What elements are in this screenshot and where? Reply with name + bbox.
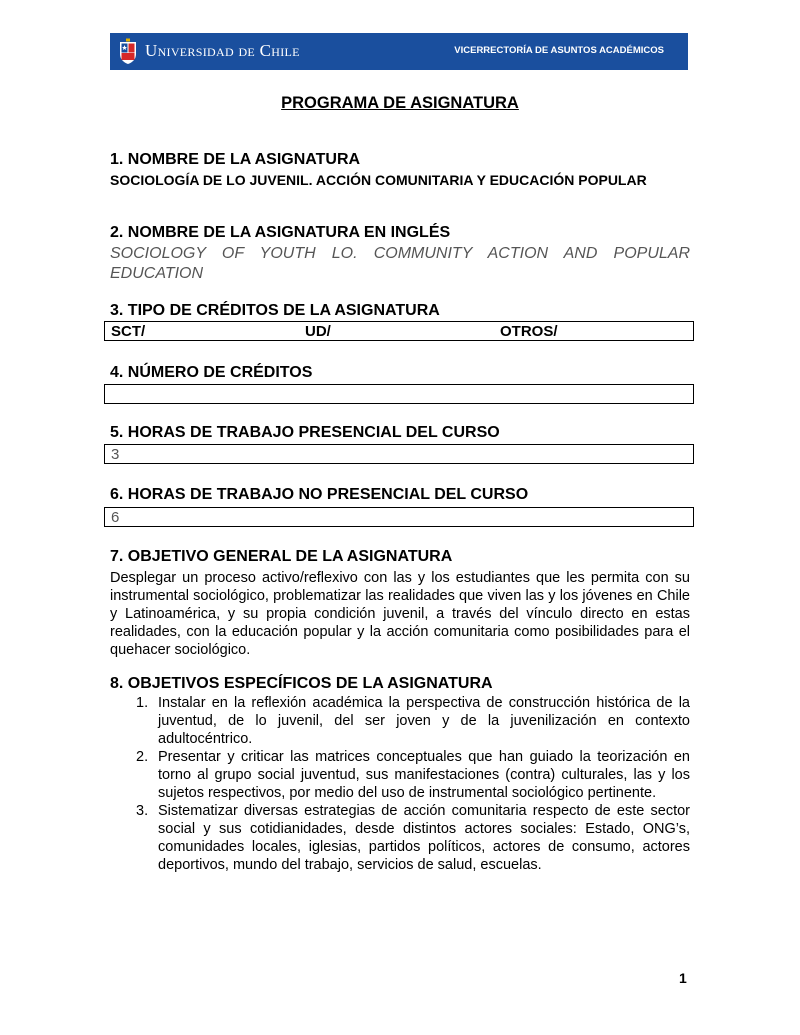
list-item-text: Presentar y criticar las matrices conceptuales que han guiado la teorización en torno al grupo social juventud, sus manifestaciones (contra) culturales, las y los sujetos respectivos, por medio del uso de instrumental sociológico pertinente. bbox=[158, 749, 690, 801]
credits-number-box bbox=[104, 384, 694, 404]
section-4-heading: 4. NÚMERO DE CRÉDITOS bbox=[110, 364, 313, 381]
university-crest-icon bbox=[118, 38, 138, 65]
credit-type-box bbox=[104, 321, 694, 341]
list-item bbox=[110, 748, 690, 802]
list-item-number: 1. bbox=[136, 695, 149, 711]
page-number: 1 bbox=[679, 970, 687, 986]
list-item-text: Sistematizar diversas estrategias de acción comunitaria respecto de este sector social y sus cotidianidades, desde distintos actores sociales: Estado, ONG’s, comunidades locales, iglesias, partidos políticos, actores de consumo, actores deportivos, mundo del trabajo, servicios de salud, escuelas. bbox=[158, 803, 690, 873]
section-2-heading: 2. NOMBRE DE LA ASIGNATURA EN INGLÉS bbox=[110, 224, 451, 241]
document-title: PROGRAMA DE ASIGNATURA bbox=[281, 94, 519, 112]
list-item-number: 3. bbox=[136, 803, 149, 819]
list-item-text: Instalar en la reflexión académica la perspectiva de construcción histórica de la juventud, de lo juvenil, del ser joven y de la juvenilización en contexto adultocéntrico. bbox=[158, 695, 690, 747]
office-name: VICERRECTORÍA DE ASUNTOS ACADÉMICOS bbox=[454, 45, 664, 56]
section-5-heading: 5. HORAS DE TRABAJO PRESENCIAL DEL CURSO bbox=[110, 424, 500, 441]
general-objective-text: Desplegar un proceso activo/reflexivo con las y los estudiantes que les permita con su instrumental sociológico, problematizar las realidades que viven las y los jóvenes en Chile y Latinoamérica, y su propia condición juvenil, a través del vínculo directo en estas realidades, con la educación popular y la acción comunitaria como posibilidades para el quehacer sociológico. bbox=[110, 570, 690, 658]
course-name-english: SOCIOLOGY OF YOUTH LO. COMMUNITY ACTION AND POPULAR EDUCATION bbox=[110, 245, 690, 282]
credit-type-ud: UD/ bbox=[305, 323, 331, 340]
non-presential-hours-box: 6 bbox=[104, 507, 694, 527]
section-8-heading: 8. OBJETIVOS ESPECÍFICOS DE LA ASIGNATURA bbox=[110, 675, 493, 692]
list-item bbox=[110, 694, 690, 748]
section-7-heading: 7. OBJETIVO GENERAL DE LA ASIGNATURA bbox=[110, 548, 453, 565]
specific-objectives-list bbox=[110, 694, 690, 874]
section-6-heading: 6. HORAS DE TRABAJO NO PRESENCIAL DEL CURSO bbox=[110, 486, 529, 503]
university-name: Universidad de Chile bbox=[145, 41, 300, 60]
section-3-heading: 3. TIPO DE CRÉDITOS DE LA ASIGNATURA bbox=[110, 302, 440, 319]
course-name: SOCIOLOGÍA DE LO JUVENIL. ACCIÓN COMUNITARIA Y EDUCACIÓN POPULAR bbox=[110, 172, 647, 188]
credit-type-otros: OTROS/ bbox=[500, 323, 558, 340]
presential-hours-box: 3 bbox=[104, 444, 694, 464]
section-1-heading: 1. NOMBRE DE LA ASIGNATURA bbox=[110, 151, 361, 168]
header-banner bbox=[110, 33, 688, 70]
list-item bbox=[110, 802, 690, 874]
list-item-number: 2. bbox=[136, 749, 149, 765]
credit-type-sct: SCT/ bbox=[111, 323, 146, 340]
